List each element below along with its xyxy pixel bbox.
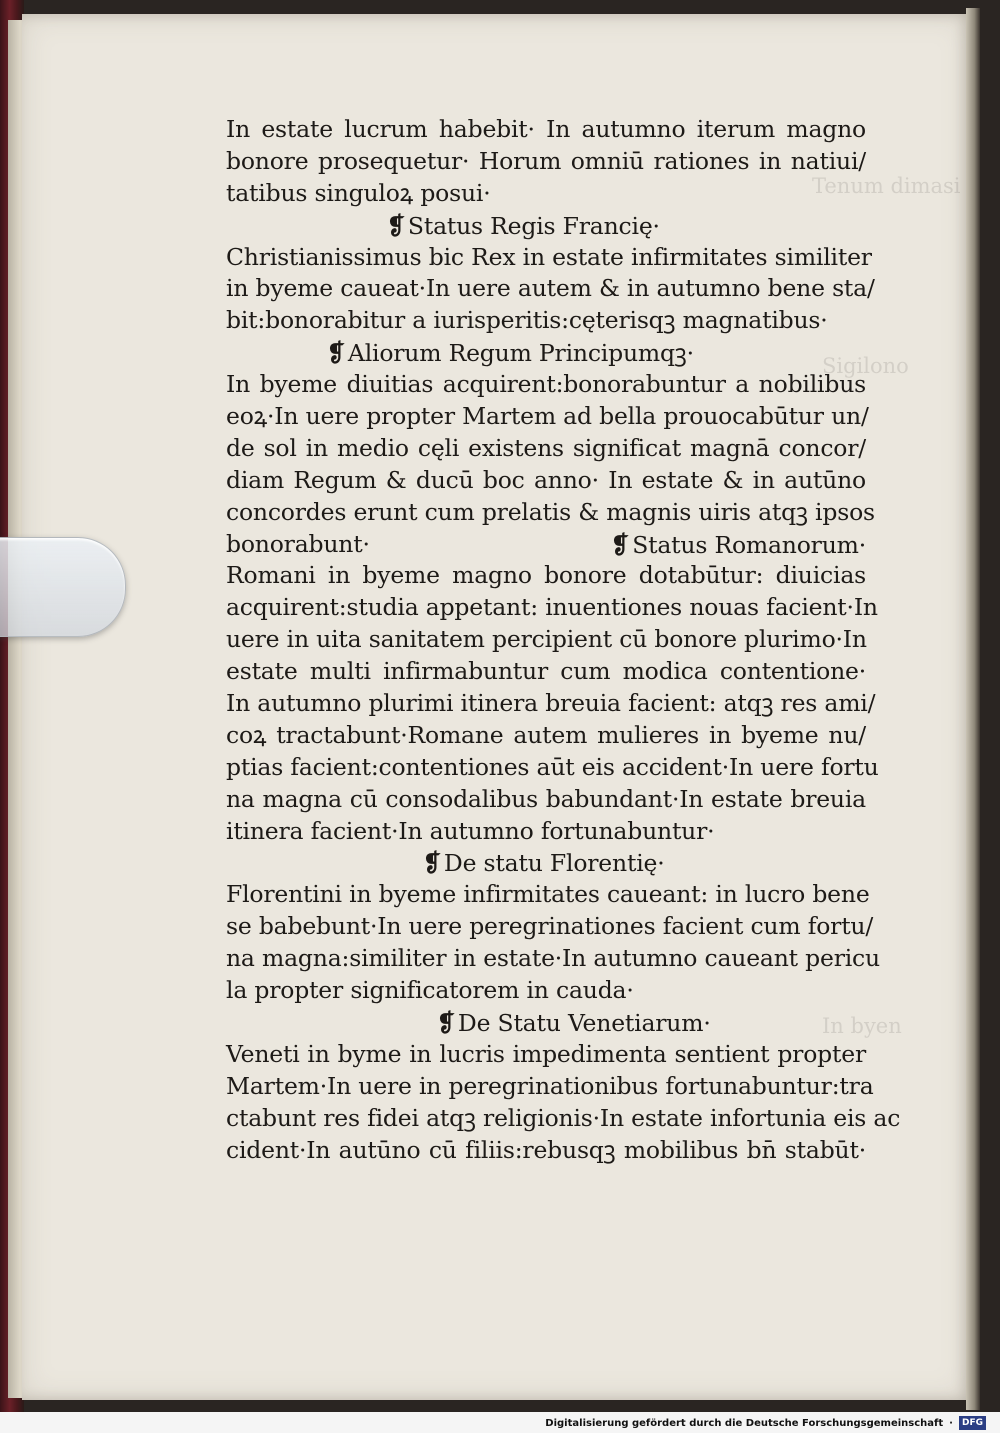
text-line: Martem·In uere in peregrinationibus fortunabuntur:tra bbox=[226, 1071, 874, 1100]
section-heading: ❡ De statu Florentię· bbox=[422, 848, 665, 878]
credit-text: Digitalisierung gefördert durch die Deutsche Forschungsgemeinschaft bbox=[545, 1417, 944, 1429]
section-heading: ❡ De Statu Venetiarum· bbox=[436, 1007, 711, 1037]
text-line: la propter significatorem in cauda· bbox=[226, 976, 634, 1005]
text-line: Florentini in byeme infirmitates caueant: in lucro bene bbox=[226, 880, 870, 909]
pilcrow-icon: ❡ bbox=[326, 338, 345, 368]
dfg-logo-icon: DFG bbox=[959, 1416, 986, 1430]
text-line: se babebunt·In uere peregrinationes facient cum fortu/ bbox=[226, 912, 874, 941]
text-line: in byeme caueat·In uere autem & in autumno bene sta/ bbox=[226, 274, 875, 303]
text-line: ptias facient:contentiones aūt eis accident·In uere fortu bbox=[226, 752, 879, 781]
show-through-text: In byen bbox=[822, 1014, 902, 1038]
text-line: ctabunt res fidei atqꝫ religionis·In estate infortunia eis ac bbox=[226, 1103, 901, 1132]
text-line: na magna cū consodalibus babundant·In estate breuia bbox=[226, 784, 866, 813]
text-line: eoꝝ·In uere propter Martem ad bella prouocabūtur un/ bbox=[226, 402, 869, 431]
text-line: Christianissimus bic Rex in estate infirmitates similiter bbox=[226, 242, 872, 271]
text-line: Veneti in byme in lucris impedimenta sentient propter bbox=[226, 1039, 866, 1068]
text-line: na magna:similiter in estate·In autumno caueant pericu bbox=[226, 944, 880, 973]
plastic-bookmark-clip bbox=[0, 537, 126, 637]
page-right-edge bbox=[966, 8, 980, 1410]
show-through-text: Tenum dimasi bbox=[812, 174, 961, 198]
pilcrow-icon: ❡ bbox=[436, 1007, 455, 1037]
text-line: acquirent:studia appetant: inuentiones nouas facient·In bbox=[226, 593, 878, 622]
text-line: Romani in byeme magno bonore dotabūtur: diuicias bbox=[226, 561, 866, 590]
text-line: In autumno plurimi itinera breuia facient: atqꝫ res ami/ bbox=[226, 689, 876, 718]
section-heading: ❡ Status Regis Francię· bbox=[386, 210, 660, 240]
section-heading: ❡ Status Romanorum· bbox=[611, 529, 866, 559]
text-line: itinera facient·In autumno fortunabuntur· bbox=[226, 816, 715, 845]
pilcrow-icon: ❡ bbox=[386, 210, 405, 240]
text-line: uere in uita sanitatem percipient cū bonore plurimo·In bbox=[226, 625, 867, 654]
credit-separator: · bbox=[949, 1417, 953, 1429]
text-line: In estate lucrum habebit· In autumno iterum magno bbox=[226, 115, 866, 143]
text-line: bonorabunt· bbox=[226, 529, 370, 558]
text-line: tatibus singuloꝝ posui· bbox=[226, 178, 491, 207]
show-through-text: Sigilono bbox=[822, 354, 909, 378]
text-line: concordes erunt cum prelatis & magnis uiris atqꝫ ipsos bbox=[226, 497, 875, 526]
text-line: coꝝ tractabunt·Romane autem mulieres in byeme nu/ bbox=[226, 720, 866, 749]
text-line: estate multi infirmabuntur cum modica contentione· bbox=[226, 657, 866, 686]
text-line: diam Regum & ducū boc anno· In estate & in autūno bbox=[226, 465, 866, 494]
text-line: de sol in medio cęli existens significat magnā concor/ bbox=[226, 433, 866, 462]
pilcrow-icon: ❡ bbox=[422, 848, 441, 878]
pilcrow-icon: ❡ bbox=[611, 529, 630, 559]
text-line-with-heading bbox=[226, 529, 866, 561]
text-line: bit:bonorabitur a iurisperitis:cęterisqꝫ magnatibus· bbox=[226, 306, 828, 335]
text-line: bonore prosequetur· Horum omniū rationes in natiui/ bbox=[226, 146, 866, 175]
text-line: cident·In autūno cū filiis:rebusqꝫ mobilibus bn̄ stabūt· bbox=[226, 1135, 866, 1164]
section-heading: ❡ Aliorum Regum Principumqꝫ· bbox=[326, 338, 694, 368]
digitization-credit bbox=[541, 1415, 990, 1431]
text-line: In byeme diuitias acquirent:bonorabuntur a nobilibus bbox=[226, 370, 866, 399]
